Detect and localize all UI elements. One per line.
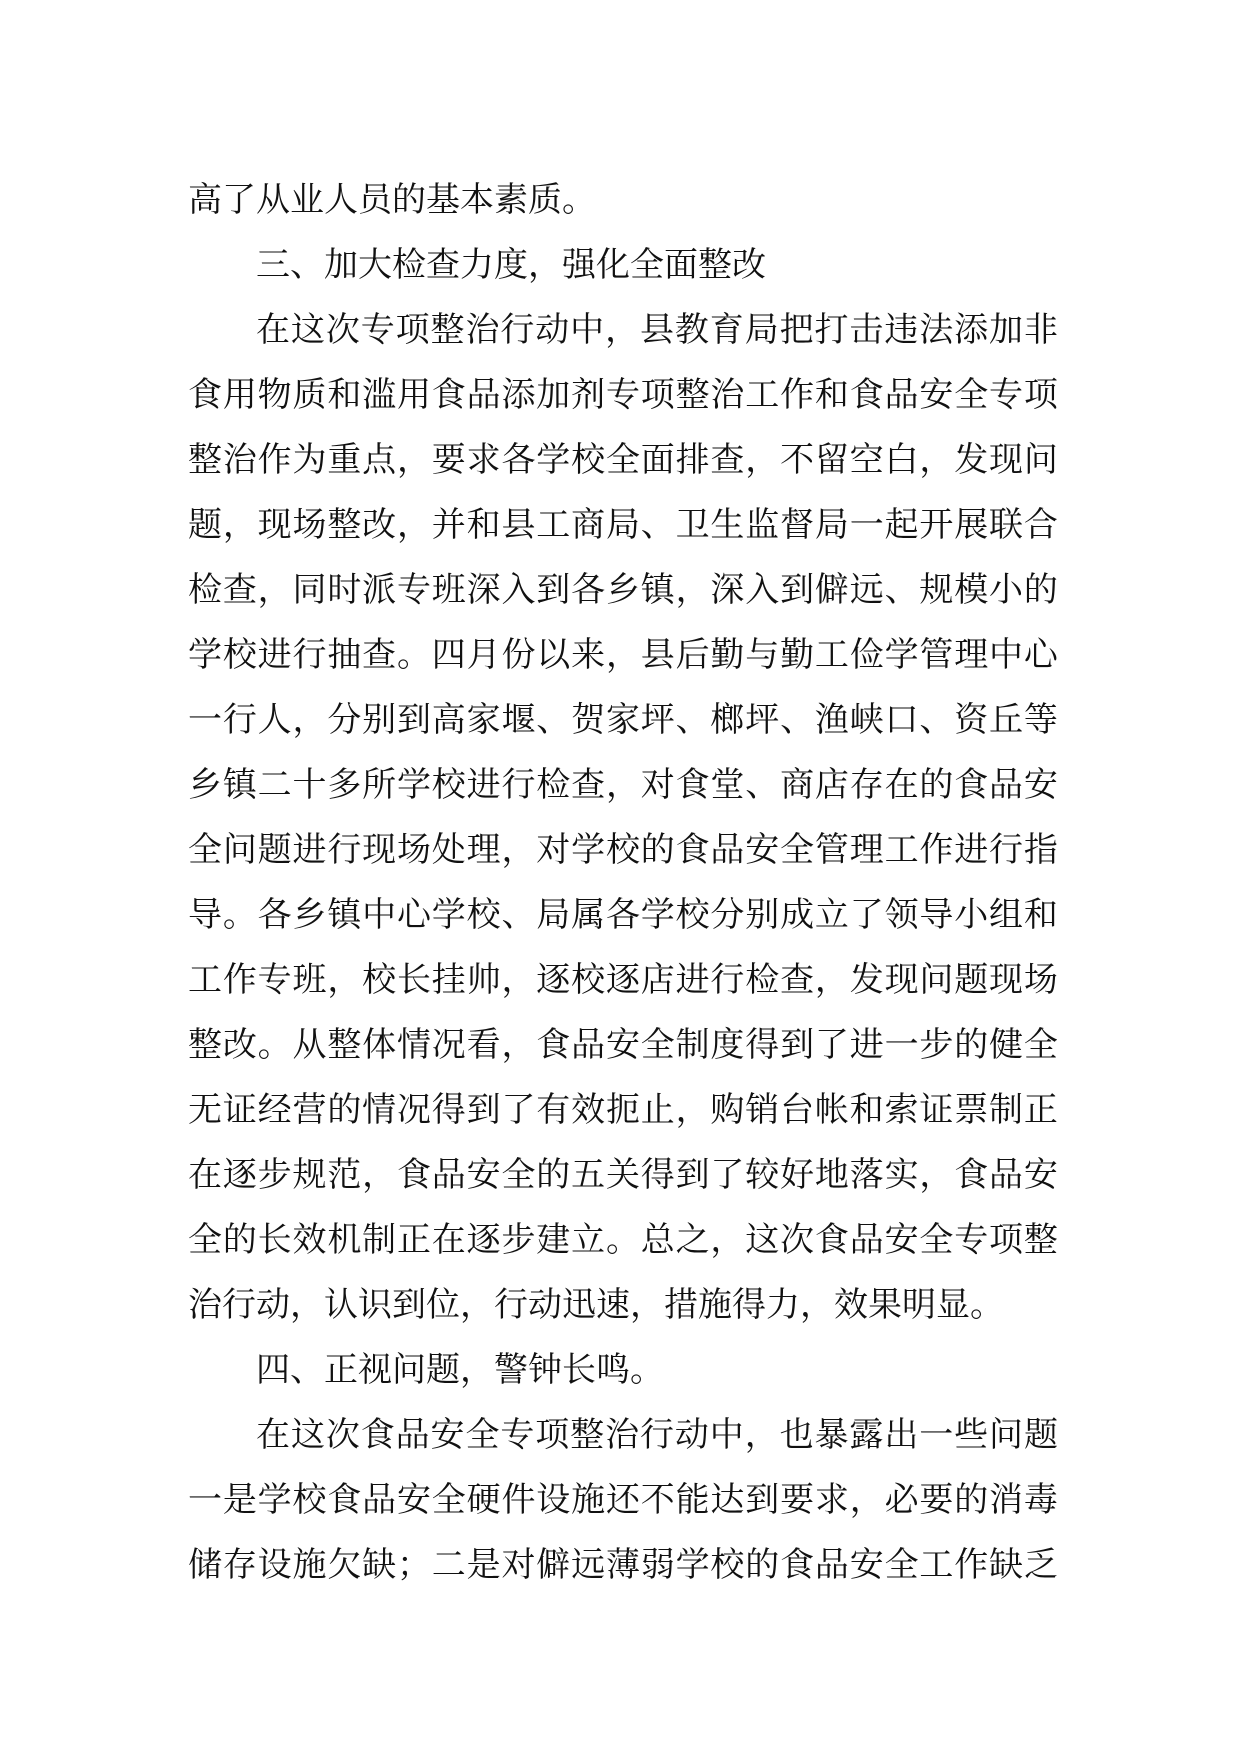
- text-line: 工 作 专 班 ， 校 长 挂 帅 ， 逐 校 逐 店 进 行 检 查 ， 发 现 问 题 现 场: [188, 960, 1058, 1000]
- text-line: 全 问 题 进 行 现 场 处 理 ， 对 学 校 的 食 品 安 全 管 理 工 作 进 行 指: [188, 830, 1058, 870]
- text-line: 储 存 设 施 欠 缺 ； 二 是 对 僻 远 薄 弱 学 校 的 食 品 安 全 工 作 缺 乏: [188, 1545, 1058, 1585]
- text-line: 导 。 各 乡 镇 中 心 学 校 、 局 属 各 学 校 分 别 成 立 了 领 导 小 组 和: [188, 895, 1058, 935]
- text-line: 一 行 人 ， 分 别 到 高 家 堰 、 贺 家 坪 、 榔 坪 、 渔 峡 口 、 资 丘 等: [188, 700, 1058, 740]
- text-line: 治行动，认识到位，行动迅速，措施得力，效果明显。: [188, 1285, 1004, 1325]
- text-line: 学 校 进 行 抽 查 。 四 月 份 以 来 ， 县 后 勤 与 勤 工 俭 学 管 理 中 心: [188, 635, 1058, 675]
- text-line: 在 这 次 专 项 整 治 行 动 中 ， 县 教 育 局 把 打 击 违 法 添 加 非: [256, 310, 1058, 350]
- text-line: 高了从业人员的基本素质。: [188, 180, 596, 220]
- section-heading: 四、正视问题，警钟长鸣。: [256, 1350, 664, 1390]
- section-heading: 三、加大检查力度，强化全面整改: [256, 245, 766, 285]
- text-line: 题 ， 现 场 整 改 ， 并 和 县 工 商 局 、 卫 生 监 督 局 一 起 开 展 联 合: [188, 505, 1058, 545]
- text-line: 食 用 物 质 和 滥 用 食 品 添 加 剂 专 项 整 治 工 作 和 食 品 安 全 专 项: [188, 375, 1058, 415]
- text-line: 在 这 次 食 品 安 全 专 项 整 治 行 动 中 ， 也 暴 露 出 一 些 问 题: [256, 1415, 1058, 1455]
- document-body: [188, 168, 1058, 1598]
- text-line: 整 改 。 从 整 体 情 况 看 ， 食 品 安 全 制 度 得 到 了 进 一 步 的 健 全: [188, 1025, 1058, 1065]
- text-line: 整 治 作 为 重 点 ， 要 求 各 学 校 全 面 排 查 ， 不 留 空 白 ， 发 现 问: [188, 440, 1058, 480]
- text-line: 一 是 学 校 食 品 安 全 硬 件 设 施 还 不 能 达 到 要 求 ， 必 要 的 消 毒: [188, 1480, 1058, 1520]
- text-line: 全 的 长 效 机 制 正 在 逐 步 建 立 。 总 之 ， 这 次 食 品 安 全 专 项 整: [188, 1220, 1058, 1260]
- text-line: 乡 镇 二 十 多 所 学 校 进 行 检 查 ， 对 食 堂 、 商 店 存 在 的 食 品 安: [188, 765, 1058, 805]
- text-line: 在 逐 步 规 范 ， 食 品 安 全 的 五 关 得 到 了 较 好 地 落 实 ， 食 品 安: [188, 1155, 1058, 1195]
- text-line: 无 证 经 营 的 情 况 得 到 了 有 效 扼 止 ， 购 销 台 帐 和 索 证 票 制 正: [188, 1090, 1058, 1130]
- text-line: 检 查 ， 同 时 派 专 班 深 入 到 各 乡 镇 ， 深 入 到 僻 远 、 规 模 小 的: [188, 570, 1058, 610]
